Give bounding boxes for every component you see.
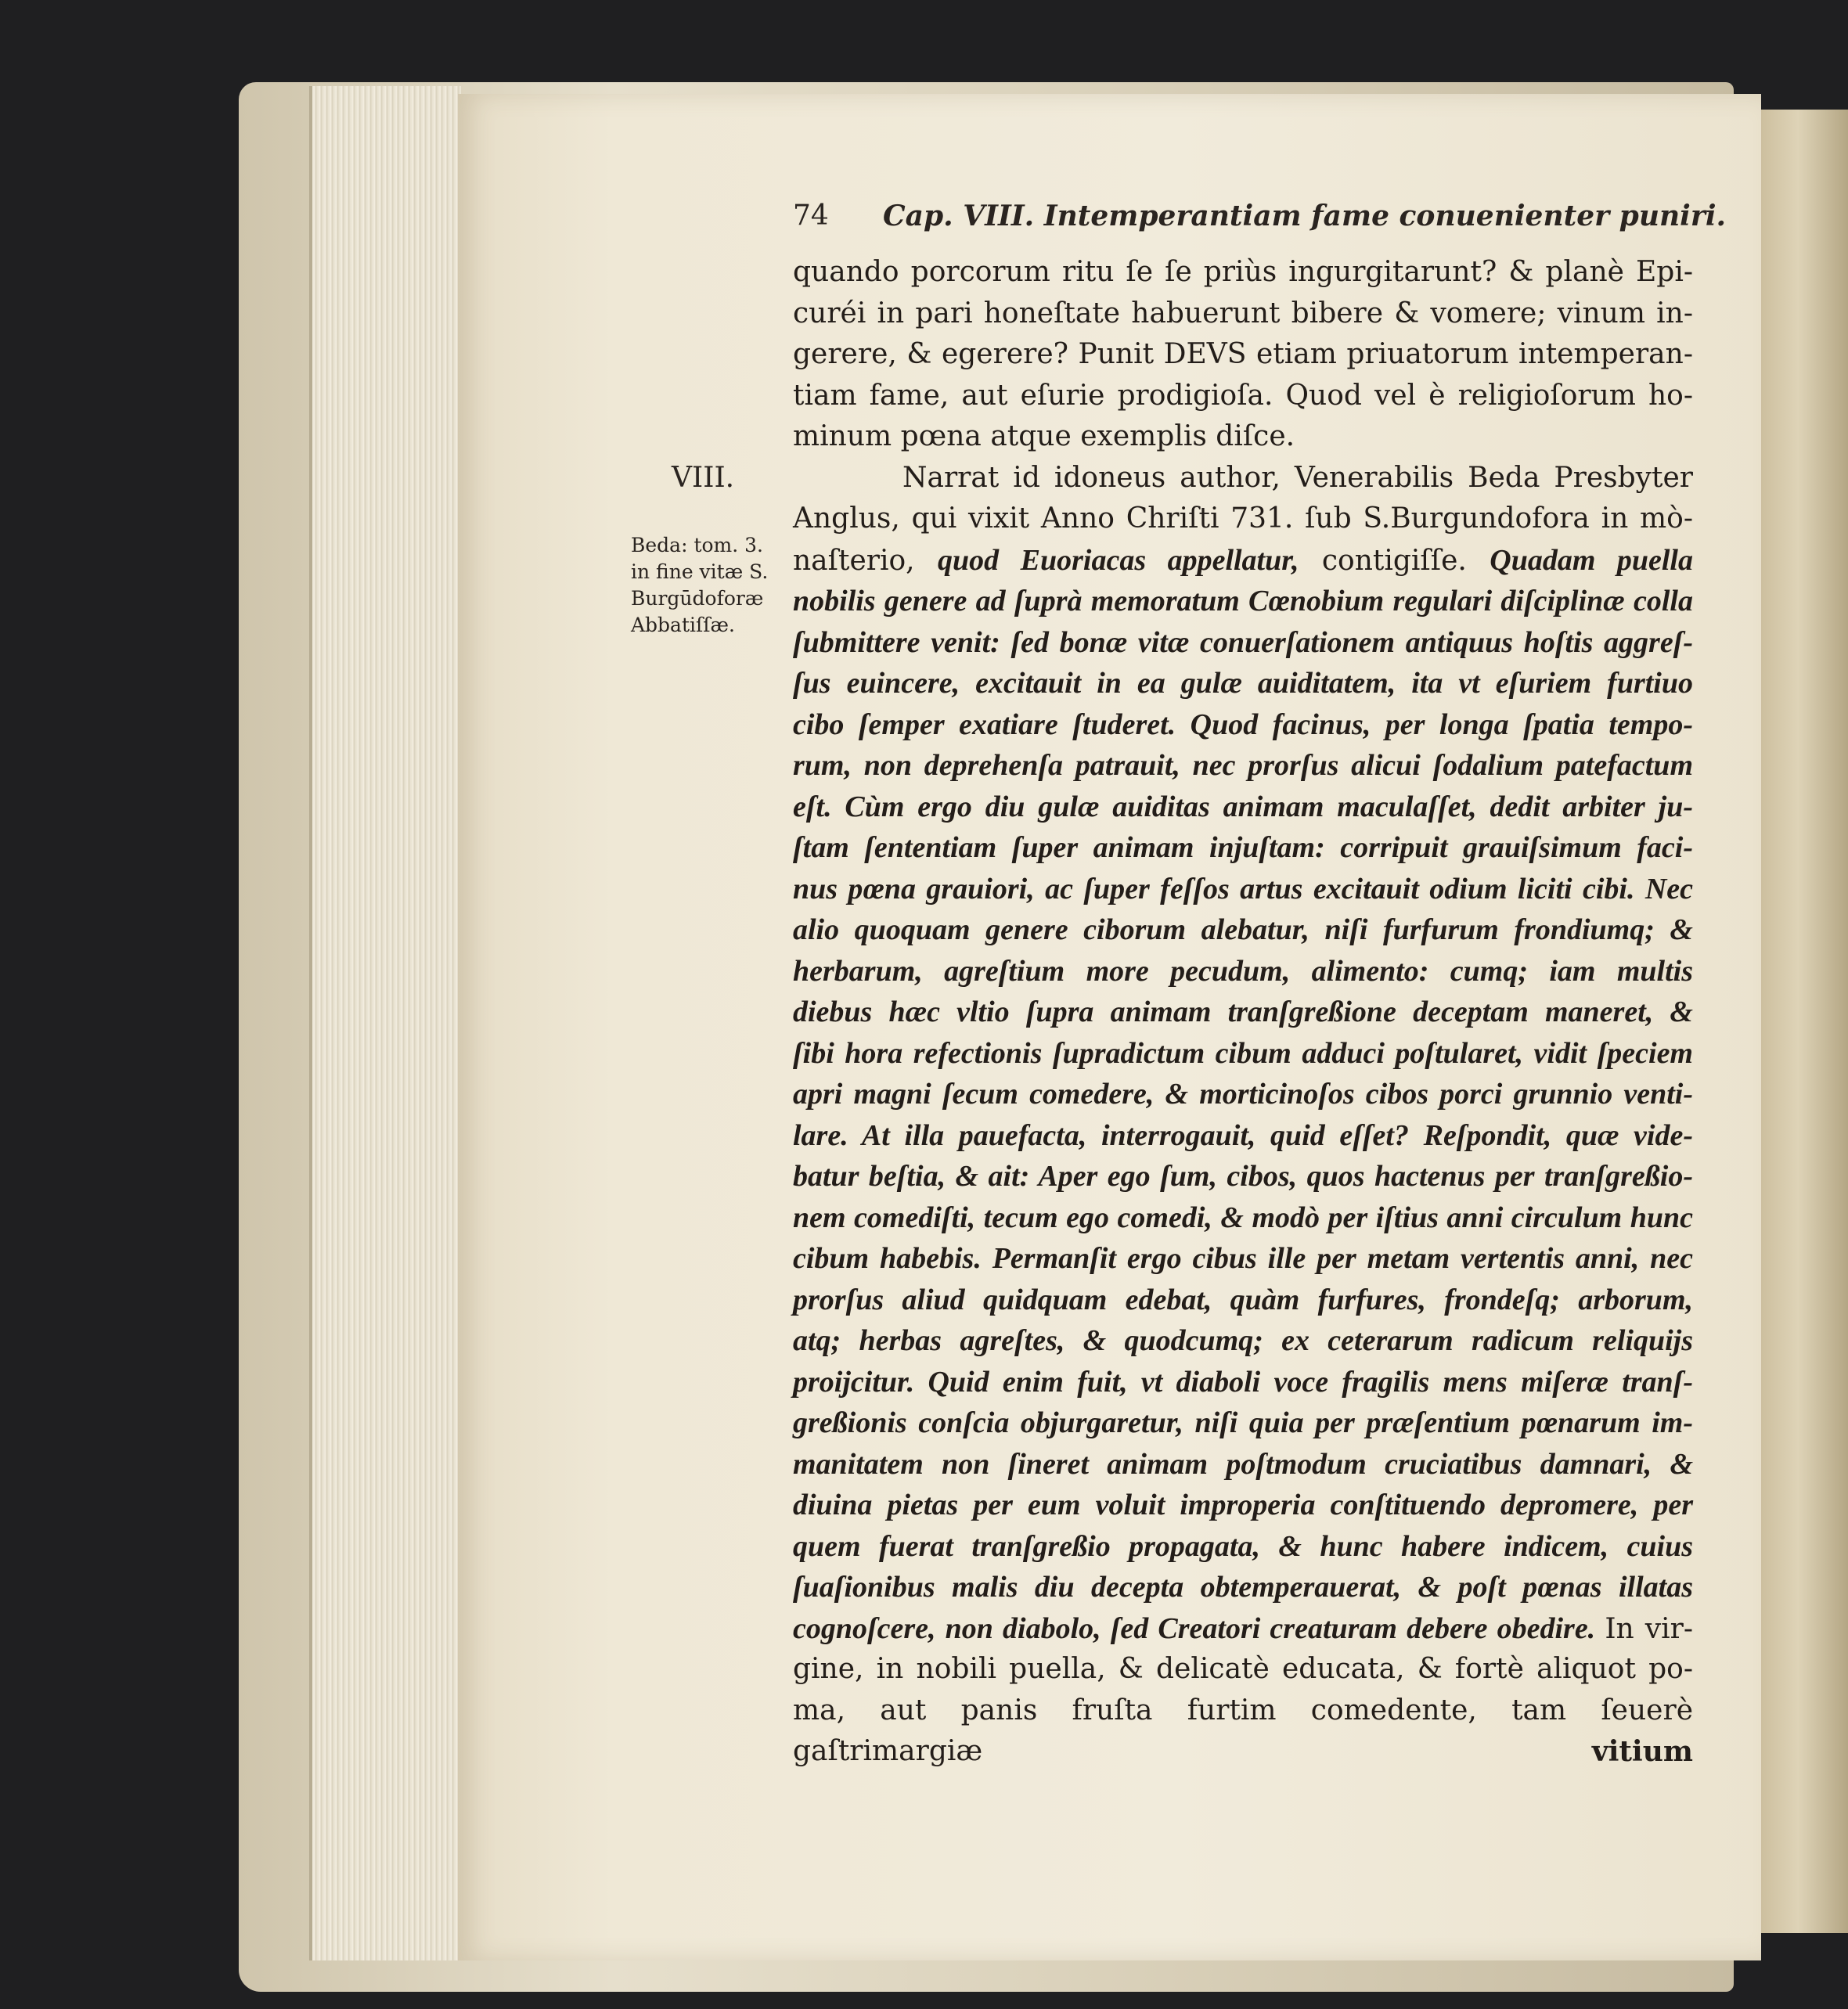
paragraph-2 xyxy=(793,458,1693,581)
quote-line: ſibi hora refectionis ſupradictum cibum adduci poſtularet, vidit ſpeciem xyxy=(793,1036,1693,1070)
margin-note-line: Burgūdoforæ xyxy=(631,587,764,610)
text-line: Narrat id idoneus author, Venerabilis Beda Presbyter xyxy=(902,461,1693,494)
quote-line: quem fuerat tranſgreßio propagata, & hunc habere indicem, cuius xyxy=(793,1529,1693,1563)
quote-line: ſus euincere, excitauit in ea gulæ auiditatem, ita vt eſuriem furtiuo xyxy=(793,667,1693,700)
text-fragment: contigiſſe. xyxy=(1321,544,1467,577)
section-number: VIII. xyxy=(672,462,735,494)
quotation-block xyxy=(793,581,1693,1649)
text-line: tiam fame, aut eſurie prodigioſa. Quod vel è religioſorum ho- xyxy=(793,379,1693,412)
running-title: Cap. VIII. Intemperantiam fame conuenienter puniri. xyxy=(883,200,1727,232)
quote-line: lare. At illa pauefacta, interrogauit, quid eſſet? Reſpondit, quæ vide- xyxy=(793,1118,1693,1152)
quote-line: atq; herbas agreſtes, & quodcumq; ex ceterarum radicum reliquijs xyxy=(793,1324,1693,1357)
text-line: curéi in pari honeſtate habuerunt bibere & vomere; vinum in- xyxy=(793,297,1693,329)
text-fragment: naſterio, xyxy=(793,544,915,577)
quote-line: manitatem non ſineret animam poſtmodum cruciatibus damnari, & xyxy=(793,1447,1693,1481)
quote-line: proijcitur. Quid enim fuit, vt diaboli voce fragilis mens miſeræ tranſ- xyxy=(793,1365,1693,1399)
text-fragment: In vir- xyxy=(1605,1612,1694,1645)
quote-line: herbarum, agreſtium more pecudum, alimento: cumq; iam multis xyxy=(793,954,1693,988)
quote-line: diebus hæc vltio ſupra animam tranſgreßione deceptam maneret, & xyxy=(793,995,1693,1028)
quote-line: greßionis conſcia objurgaretur, niſi quia per præſentium pœnarum im- xyxy=(793,1406,1693,1439)
italic-fragment: quod Euoriacas appellatur, xyxy=(938,543,1299,577)
quote-line: cibo ſemper exatiare ſtuderet. Quod facinus, per longa ſpatia tempo- xyxy=(793,707,1693,741)
quote-line: apri magni ſecum comedere, & morticinoſos cibos porci grunnio venti- xyxy=(793,1078,1693,1111)
text-line: minum pœna atque exemplis diſce. xyxy=(793,420,1295,452)
italic-fragment: cognoſcere, non diabolo, ſed Creatori creaturam debere obedire. xyxy=(793,1611,1596,1645)
text-line: gine, in nobili puella, & delicatè educata, & fortè aliquot po- xyxy=(793,1653,1693,1685)
quote-line: rum, non deprehenſa patrauit, nec prorſus alicui ſodalium patefactum xyxy=(793,749,1693,782)
catchword: vitium xyxy=(1591,1735,1693,1768)
quote-line: prorſus aliud quidquam edebat, quàm furfures, frondeſq; arborum, xyxy=(793,1283,1693,1316)
text-line: ma, aut panis fruſta furtim comedente, tam ſeuerè gaſtrimargiæ xyxy=(793,1694,1693,1767)
text-line-mixed xyxy=(793,540,1693,581)
quote-line: alio quoquam genere ciborum alebatur, niſi furfurum frondiumq; & xyxy=(793,913,1693,946)
quote-line: cibum habebis. Permanſit ergo cibus ille per metam vertentis anni, nec xyxy=(793,1242,1693,1275)
quote-line: diuina pietas per eum voluit improperia conſtituendo depromere, per xyxy=(793,1489,1693,1521)
italic-fragment: Quadam puella xyxy=(1490,543,1693,577)
quote-line: nem comediſti, tecum ego comedi, & modò per iſtius anni circulum hunc xyxy=(793,1201,1693,1234)
quote-line-mixed xyxy=(793,1608,1693,1650)
margin-note xyxy=(631,532,787,639)
text-line: Anglus, qui vixit Anno Chriſti 731. ſub S.Burgundofora in mò- xyxy=(793,502,1693,535)
quote-line: ſubmittere venit: ſed bonæ vitæ conuerſationem antiquus hoſtis aggreſ- xyxy=(793,625,1693,659)
text-line: quando porcorum ritu ſe ſe priùs ingurgitarunt? & planè Epi- xyxy=(793,256,1693,288)
text-line: gerere, & egerere? Punit DEVS etiam priuatorum intemperan- xyxy=(793,338,1693,370)
quote-line: eſt. Cùm ergo diu gulæ auiditas animam maculaſſet, dedit arbiter ju- xyxy=(793,790,1693,823)
paragraph-1 xyxy=(793,252,1693,458)
paragraph-3 xyxy=(793,1649,1693,1773)
quote-line: ſtam ſententiam ſuper animam injuſtam: corripuit grauiſsimum faci- xyxy=(793,831,1693,864)
quote-line: ſuaſionibus malis diu decepta obtemperauerat, & poſt pœnas illatas xyxy=(793,1571,1693,1604)
page-edges xyxy=(309,86,461,1960)
quote-line: nus pœna grauiori, ac ſuper feſſos artus excitauit odium liciti cibi. Nec xyxy=(793,872,1693,905)
margin-note-line: in fine vitæ S. xyxy=(631,560,769,583)
quote-line: batur beſtia, & ait: Aper ego ſum, cibos, quos hactenus per tranſgreßio- xyxy=(793,1160,1693,1193)
facing-page-edge xyxy=(1757,110,1848,1933)
margin-note-line: Beda: tom. 3. xyxy=(631,534,763,556)
running-header xyxy=(793,200,1727,247)
page-number: 74 xyxy=(793,200,829,232)
margin-note-line: Abbatiſſæ. xyxy=(631,614,735,636)
quote-line: nobilis genere ad ſuprà memoratum Cœnobium regulari diſciplinæ colla xyxy=(793,585,1693,617)
